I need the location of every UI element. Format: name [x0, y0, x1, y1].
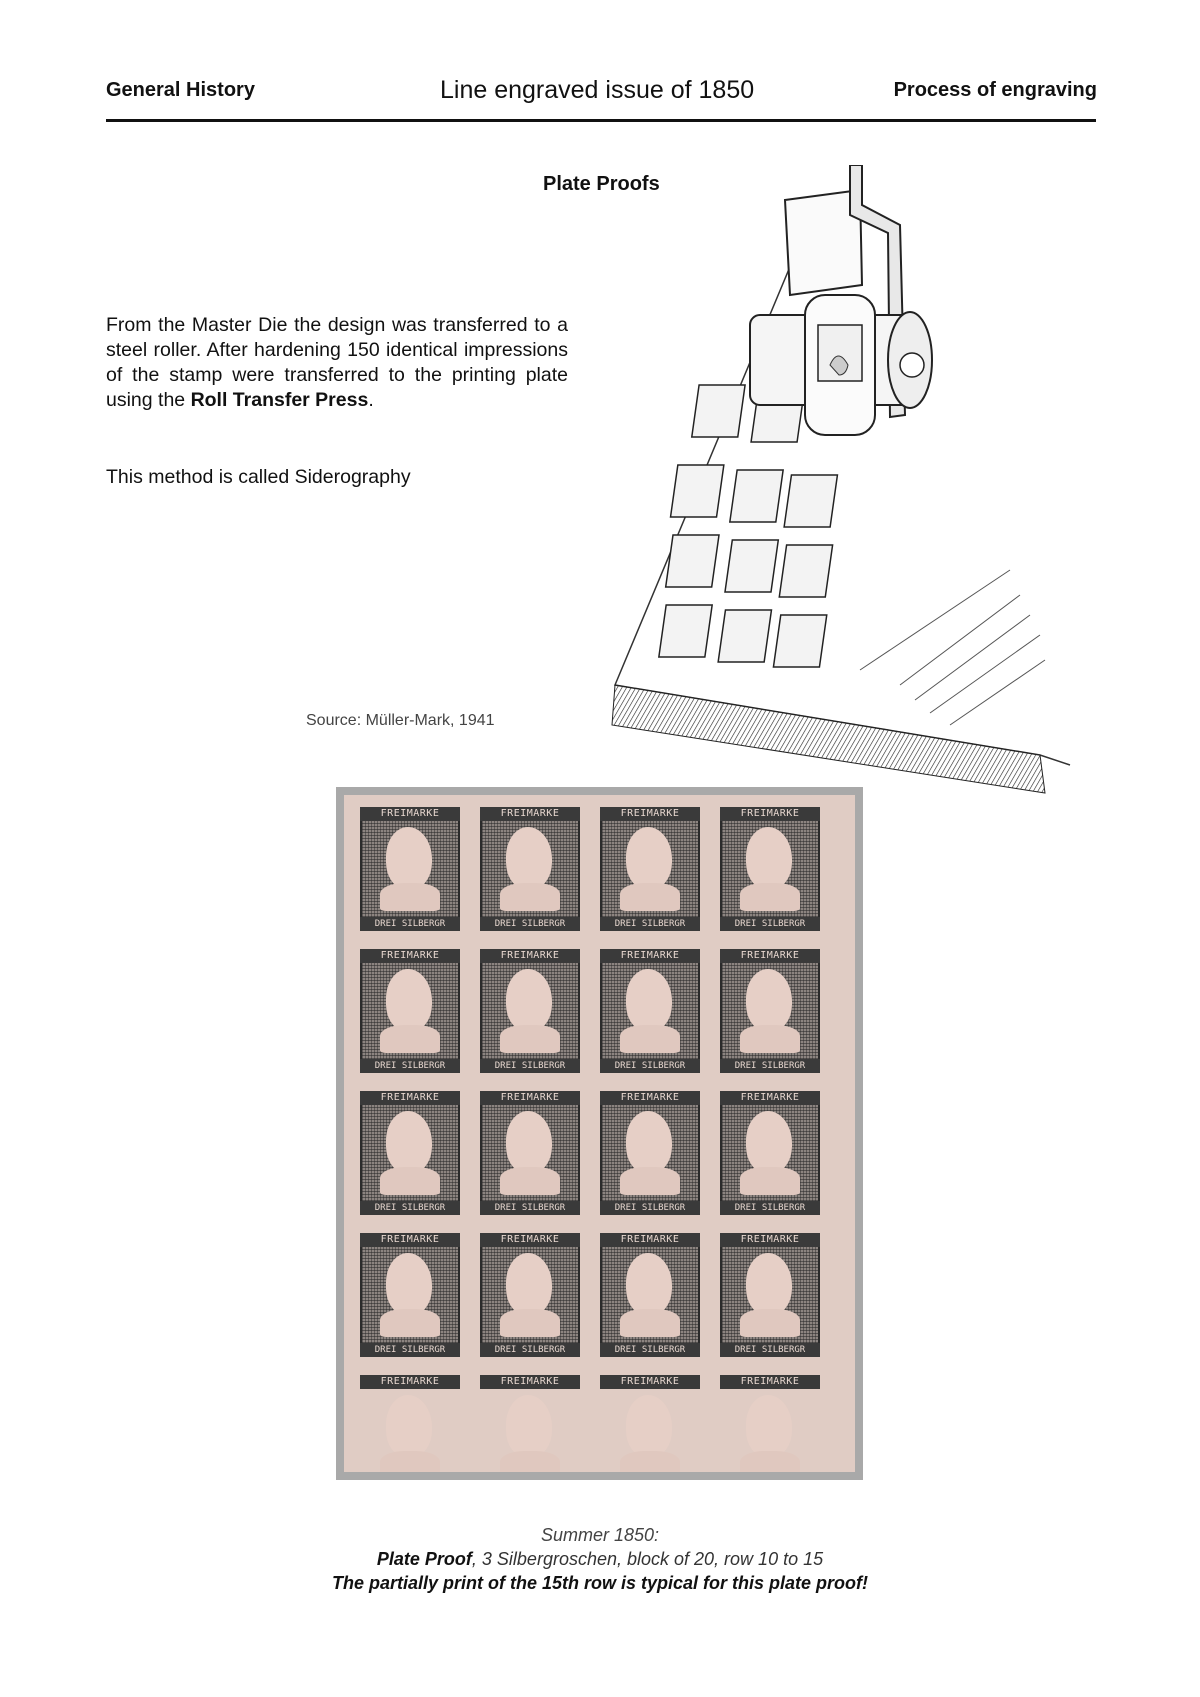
stamp-bottom-text: DREI SILBERGR — [480, 917, 580, 931]
stamp-top-text: FREIMARKE — [480, 807, 580, 821]
portrait-bust — [620, 1025, 680, 1053]
portrait-bust — [500, 883, 560, 911]
stamp-bottom-text: DREI SILBERGR — [360, 1201, 460, 1215]
header-left: General History — [106, 79, 255, 101]
portrait-head — [506, 1395, 552, 1457]
stamp-impression — [358, 1089, 462, 1217]
stamp-impression — [358, 805, 462, 933]
portrait-bust — [380, 1309, 440, 1337]
caption-line-2-rest: , 3 Silbergroschen, block of 20, row 10 to 15 — [471, 1549, 824, 1569]
stamp-impression — [598, 1373, 702, 1472]
stamp-top-text: FREIMARKE — [360, 807, 460, 821]
portrait-head — [386, 1395, 432, 1457]
caption-line-2-bold: Plate Proof — [376, 1549, 472, 1569]
portrait-bust — [500, 1451, 560, 1472]
portrait-head — [626, 1253, 672, 1315]
portrait-bust — [620, 1309, 680, 1337]
portrait-bust — [740, 1309, 800, 1337]
stamp-impression — [718, 1373, 822, 1472]
portrait-head — [386, 1253, 432, 1315]
header-rule — [106, 119, 1096, 122]
stamp-impression — [718, 1231, 822, 1359]
body-paragraph-lead: From the Master Die the design was transferred to a steel roller. After hardening 150 identical impressions of the stamp were transferred to the printing plate using the — [106, 314, 568, 411]
stamp-impression — [718, 947, 822, 1075]
portrait-bust — [740, 883, 800, 911]
stamp-bottom-text: DREI SILBERGR — [360, 917, 460, 931]
stamp-bottom-text: DREI SILBERGR — [720, 917, 820, 931]
portrait-head — [626, 969, 672, 1031]
stamp-impression — [478, 1089, 582, 1217]
portrait-head — [746, 1253, 792, 1315]
stamp-impression — [478, 1373, 582, 1472]
stamp-top-text: FREIMARKE — [360, 1091, 460, 1105]
stamp-impression — [358, 1373, 462, 1472]
stamp-block-photo — [344, 795, 855, 1472]
stamp-bottom-text: DREI SILBERGR — [600, 1201, 700, 1215]
portrait-head — [506, 827, 552, 889]
stamp-bottom-text: DREI SILBERGR — [600, 1059, 700, 1073]
portrait-head — [386, 1111, 432, 1173]
portrait-head — [386, 969, 432, 1031]
portrait-head — [506, 1111, 552, 1173]
stamp-top-text: FREIMARKE — [720, 1091, 820, 1105]
stamp-impression — [358, 947, 462, 1075]
stamp-bottom-text: DREI SILBERGR — [480, 1201, 580, 1215]
stamp-top-text: FREIMARKE — [600, 1375, 700, 1389]
stamp-top-text: FREIMARKE — [600, 807, 700, 821]
stamp-top-text: FREIMARKE — [360, 949, 460, 963]
stamp-top-text: FREIMARKE — [600, 1233, 700, 1247]
portrait-bust — [620, 1451, 680, 1472]
stamp-impression — [598, 805, 702, 933]
stamp-bottom-text: DREI SILBERGR — [480, 1343, 580, 1357]
portrait-head — [626, 827, 672, 889]
stamp-impression — [718, 1089, 822, 1217]
portrait-head — [746, 1111, 792, 1173]
stamp-bottom-text: DREI SILBERGR — [720, 1059, 820, 1073]
caption-line-1: Summer 1850: — [540, 1525, 660, 1545]
portrait-bust — [620, 1167, 680, 1195]
stamp-bottom-text: DREI SILBERGR — [360, 1343, 460, 1357]
portrait-bust — [380, 1025, 440, 1053]
stamp-impression — [478, 1231, 582, 1359]
roll-transfer-press-illustration — [600, 165, 1090, 815]
stamp-top-text: FREIMARKE — [360, 1375, 460, 1389]
body-paragraph-2: This method is called Siderography — [106, 466, 411, 488]
caption-line-2 — [0, 1549, 1200, 1570]
stamp-top-text: FREIMARKE — [600, 1091, 700, 1105]
stamp-top-text: FREIMARKE — [720, 807, 820, 821]
stamp-top-text: FREIMARKE — [480, 1375, 580, 1389]
portrait-head — [506, 1253, 552, 1315]
stamp-top-text: FREIMARKE — [600, 949, 700, 963]
stamp-impression — [478, 805, 582, 933]
body-paragraph-tail: . — [368, 389, 374, 411]
stamp-impression — [718, 805, 822, 933]
portrait-head — [746, 1395, 792, 1457]
stamp-top-text: FREIMARKE — [720, 1233, 820, 1247]
stamp-impression — [598, 1089, 702, 1217]
stamp-bottom-text: DREI SILBERGR — [720, 1201, 820, 1215]
stamp-top-text: FREIMARKE — [360, 1233, 460, 1247]
portrait-head — [506, 969, 552, 1031]
stamp-impression — [358, 1231, 462, 1359]
portrait-bust — [620, 883, 680, 911]
portrait-bust — [380, 1451, 440, 1472]
portrait-bust — [500, 1025, 560, 1053]
portrait-head — [626, 1111, 672, 1173]
stamp-top-text: FREIMARKE — [720, 1375, 820, 1389]
portrait-bust — [500, 1309, 560, 1337]
stamp-bottom-text: DREI SILBERGR — [600, 917, 700, 931]
portrait-head — [626, 1395, 672, 1457]
stamp-block-photo-frame — [336, 787, 863, 1480]
portrait-bust — [740, 1167, 800, 1195]
illustration-source: Source: Müller-Mark, 1941 — [306, 712, 495, 729]
stamp-bottom-text: DREI SILBERGR — [600, 1343, 700, 1357]
stamp-top-text: FREIMARKE — [480, 1233, 580, 1247]
stamp-top-text: FREIMARKE — [480, 1091, 580, 1105]
stamp-top-text: FREIMARKE — [480, 949, 580, 963]
portrait-head — [386, 827, 432, 889]
section-title: Plate Proofs — [543, 173, 660, 195]
stamp-impression — [598, 1231, 702, 1359]
portrait-bust — [500, 1167, 560, 1195]
stamp-bottom-text: DREI SILBERGR — [480, 1059, 580, 1073]
stamp-bottom-text: DREI SILBERGR — [720, 1343, 820, 1357]
portrait-head — [746, 969, 792, 1031]
body-paragraph-bold: Roll Transfer Press — [190, 389, 369, 411]
stamp-impression — [478, 947, 582, 1075]
body-paragraph — [106, 313, 568, 413]
portrait-bust — [740, 1025, 800, 1053]
portrait-bust — [380, 1167, 440, 1195]
stamp-top-text: FREIMARKE — [720, 949, 820, 963]
portrait-bust — [740, 1451, 800, 1472]
header-right: Process of engraving — [893, 79, 1097, 101]
caption-line-3: The partially print of the 15th row is typical for this plate proof! — [331, 1573, 869, 1593]
header-title: Line engraved issue of 1850 — [440, 76, 755, 104]
portrait-head — [746, 827, 792, 889]
portrait-bust — [380, 883, 440, 911]
stamp-impression — [598, 947, 702, 1075]
stamp-bottom-text: DREI SILBERGR — [360, 1059, 460, 1073]
